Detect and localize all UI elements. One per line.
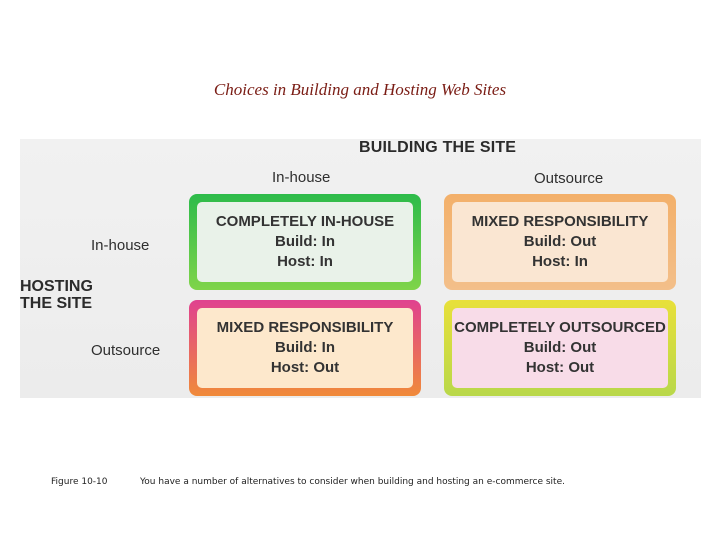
column-label-outsource: Outsource <box>534 170 604 187</box>
quadrant-panel <box>197 308 413 388</box>
row-label-outsource: Outsource <box>91 342 161 359</box>
quadrant-build: Build: In <box>275 339 335 356</box>
quadrant-title: MIXED RESPONSIBILITY <box>216 319 394 336</box>
quadrant-panel <box>452 308 668 388</box>
figure-number: Figure 10-10 <box>51 477 108 487</box>
quadrant-host: Host: Out <box>525 359 595 376</box>
quadrant-completely-in-house <box>189 194 421 290</box>
quadrant-completely-outsourced <box>444 300 676 396</box>
quadrant-panel <box>452 202 668 282</box>
quadrant-build: Build: Out <box>523 339 597 356</box>
quadrant-mixed-responsibility-bottom <box>189 300 421 396</box>
quadrant-host: Host: In <box>532 253 588 270</box>
build-host-matrix <box>20 139 701 398</box>
figure-caption: You have a number of alternatives to consider when building and hosting an e-commerce site. <box>140 477 565 487</box>
row-label-in-house: In-house <box>91 237 150 254</box>
building-header: BUILDING THE SITE <box>359 139 517 156</box>
quadrant-host: Host: In <box>277 253 333 270</box>
quadrant-title: COMPLETELY IN-HOUSE <box>215 213 395 230</box>
quadrant-panel <box>197 202 413 282</box>
quadrant-mixed-responsibility-top <box>444 194 676 290</box>
hosting-header <box>20 278 110 312</box>
column-label-in-house: In-house <box>272 169 331 186</box>
quadrant-build: Build: Out <box>523 233 597 250</box>
hosting-header-text: HOSTING THE SITE <box>20 278 93 312</box>
quadrant-build: Build: In <box>275 233 335 250</box>
quadrant-title: COMPLETELY OUTSOURCED <box>454 319 666 336</box>
quadrant-title: MIXED RESPONSIBILITY <box>471 213 649 230</box>
slide-title: Choices in Building and Hosting Web Sites <box>213 80 507 99</box>
quadrant-host: Host: Out <box>270 359 340 376</box>
